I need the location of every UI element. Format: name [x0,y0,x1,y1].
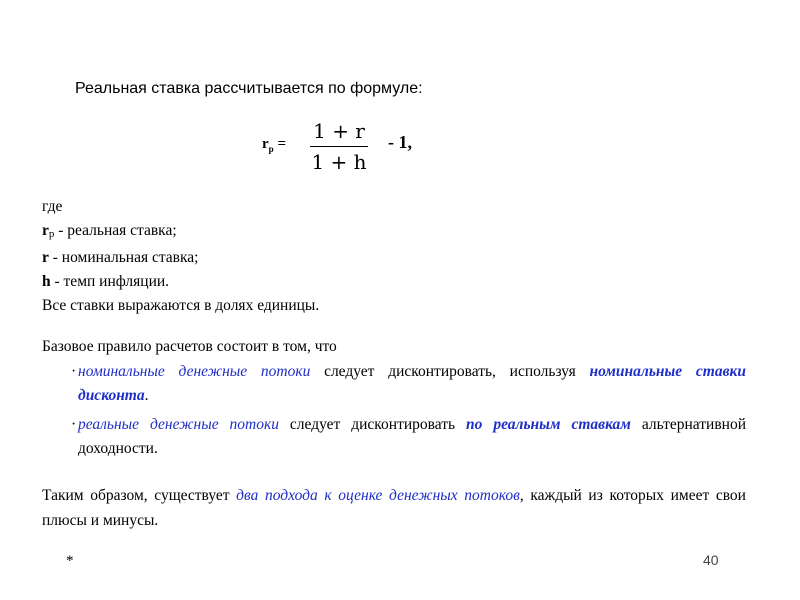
bullet-highlight-primary: реальные денежные потоки [78,416,279,433]
bullet-mid: следует дисконтировать, используя [310,363,590,380]
formula-lhs-symbol: r [262,136,269,152]
definition-inflation [42,270,319,294]
conclusion-text [42,483,746,533]
formula-numerator: 1 + r [313,119,365,143]
bullet-item-real [71,413,747,461]
definition-text: - номинальная ставка; [48,249,199,266]
definition-text: - реальная ставка; [54,222,177,239]
definition-symbol: h [42,273,51,290]
definitions-block [42,195,319,318]
units-note: Все ставки выражаются в долях единицы. [42,297,320,314]
rule-intro-text: Базовое правило расчетов состоит в том, что [42,338,337,355]
bullet-item-nominal [71,360,746,408]
definition-nominal-rate [42,246,319,270]
formula-rhs: - 1, [388,132,412,152]
definition-text: - темп инфляции. [50,273,170,290]
conclusion-highlight: два подхода к оценке денежных потоков [236,487,520,504]
bullet-dot-icon: · [71,363,77,380]
formula-denominator: 1 + h [311,150,367,174]
bullet-mid: следует дисконтировать [278,416,467,433]
definition-symbol: r [42,249,49,266]
where-label: где [42,198,63,215]
definition-real-rate [42,219,319,246]
footer-star: * [66,553,74,569]
intro-text: Реальная ставка рассчитывается по формуле: [75,80,423,97]
formula-fraction [310,118,368,175]
bullet-highlight-secondary: номинальные ставки дисконта [78,363,746,404]
rule-bullet-list [71,360,747,461]
conclusion-pre: Таким образом, существует [42,487,237,504]
bullet-highlight-secondary: по реальным ставкам [466,416,631,433]
formula-lhs-subscript: р [268,144,274,154]
formula-lhs [262,136,286,154]
formula-equals: = [273,136,286,152]
real-rate-formula [262,118,462,178]
bullet-highlight-primary: номинальные денежные потоки [78,363,311,380]
fraction-bar [310,146,368,147]
bullet-post: альтернативной доходности. [78,416,747,457]
page-number: 40 [703,552,719,568]
definition-symbol: r [42,222,49,239]
conclusion-post: , каждый из которых имеет свои плюсы и минусы. [42,487,746,529]
bullet-post: . [144,387,149,404]
definition-subscript: р [48,228,55,240]
bullet-dot-icon: · [71,416,77,433]
